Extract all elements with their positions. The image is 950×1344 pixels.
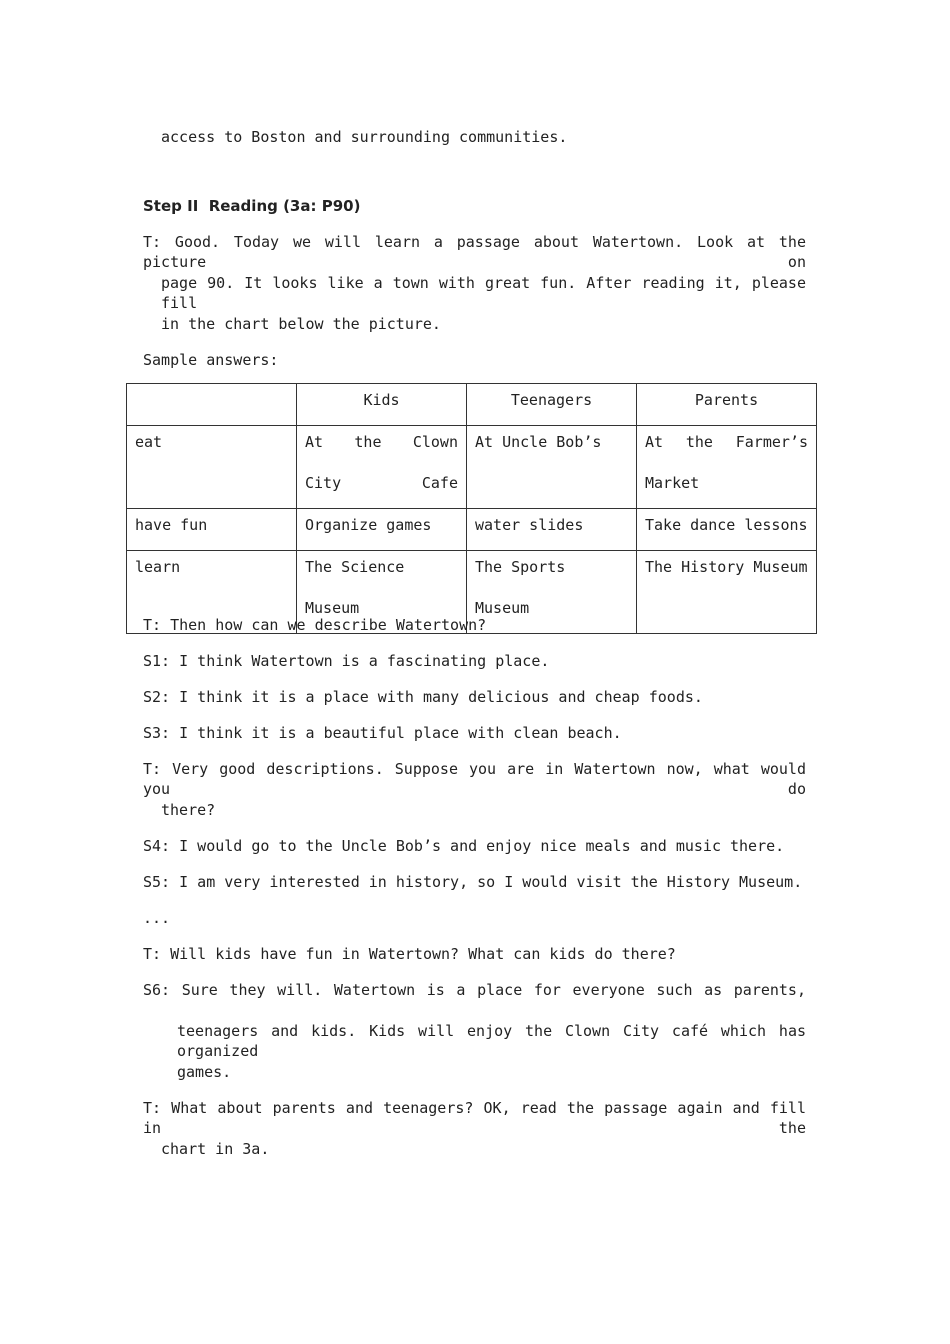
- table-header-row: [127, 384, 817, 426]
- teenagers-learn: The Sports Museum: [475, 558, 566, 617]
- sample-answers-label: Sample answers:: [143, 351, 279, 369]
- dialogue-s6-line-2: teenagers and kids. Kids will enjoy the Clown City café which has organized: [177, 1022, 806, 1060]
- row-label: have fun: [135, 516, 208, 534]
- header-cell-kids: [297, 384, 467, 426]
- table-row: [127, 426, 817, 509]
- parents-cell: [637, 551, 817, 634]
- kids-eat: At the Clown City Cafe: [305, 433, 458, 492]
- dialogue-s6-line-3: games.: [177, 1063, 232, 1081]
- dialogue-t3-line-1: T: Very good descriptions. Suppose you are in Watertown now, what would you do: [143, 760, 806, 798]
- teenagers-cell: [467, 551, 637, 634]
- header-kids: Kids: [363, 391, 400, 409]
- dialogue-t2: T: Then how can we describe Watertown?: [143, 616, 487, 634]
- dialogue-s6-line-1: S6: Sure they will. Watertown is a place for everyone such as parents,: [143, 981, 806, 999]
- header-teenagers: Teenagers: [510, 391, 593, 409]
- dialogue-t5-line-1: T: What about parents and teenagers? OK, read the passage again and fill in the: [143, 1099, 806, 1137]
- teenagers-cell: [467, 426, 637, 509]
- parents-have-fun: Take dance lessons: [645, 516, 808, 534]
- row-label: learn: [135, 558, 181, 576]
- t1-line-2: page 90. It looks like a town with great fun. After reading it, please fill: [161, 274, 806, 312]
- parents-eat: At the Farmer’s Market: [645, 433, 808, 492]
- table-row: [127, 509, 817, 551]
- dialogue-s3: S3: I think it is a beautiful place with clean beach.: [143, 724, 622, 742]
- t1-line-1: T: Good. Today we will learn a passage about Watertown. Look at the picture on: [143, 233, 806, 271]
- dialogue-ellipsis: ...: [143, 909, 171, 927]
- t1-line-3: in the chart below the picture.: [161, 315, 441, 333]
- parents-cell: [637, 426, 817, 509]
- parents-cell: [637, 509, 817, 551]
- dialogue-s2: S2: I think it is a place with many delicious and cheap foods.: [143, 688, 703, 706]
- row-label: eat: [135, 433, 163, 451]
- intro-line: access to Boston and surrounding communities.: [161, 128, 568, 146]
- kids-learn: The Science Museum: [305, 558, 405, 617]
- dialogue-s1: S1: I think Watertown is a fascinating place.: [143, 652, 550, 670]
- header-parents: Parents: [694, 391, 759, 409]
- header-cell-teenagers: [467, 384, 637, 426]
- dialogue-s4: S4: I would go to the Uncle Bob’s and enjoy nice meals and music there.: [143, 837, 785, 855]
- kids-cell: [297, 426, 467, 509]
- row-label-cell: [127, 426, 297, 509]
- header-cell-parents: [637, 384, 817, 426]
- answers-table: [126, 383, 817, 634]
- row-label-cell: [127, 509, 297, 551]
- teenagers-eat: At Uncle Bob’s: [475, 433, 602, 451]
- kids-have-fun: Organize games: [305, 516, 432, 534]
- dialogue-t4: T: Will kids have fun in Watertown? What can kids do there?: [143, 945, 676, 963]
- step-heading: Step II Reading (3a: P90): [143, 197, 361, 215]
- dialogue-s5: S5: I am very interested in history, so I would visit the History Museum.: [143, 873, 803, 891]
- kids-cell: [297, 509, 467, 551]
- teenagers-have-fun: water slides: [475, 516, 584, 534]
- teenagers-cell: [467, 509, 637, 551]
- dialogue-t3-line-2: there?: [161, 801, 216, 819]
- header-cell-empty: [127, 384, 297, 426]
- parents-learn: The History Museum: [645, 558, 808, 576]
- dialogue-t5-line-2: chart in 3a.: [161, 1140, 270, 1158]
